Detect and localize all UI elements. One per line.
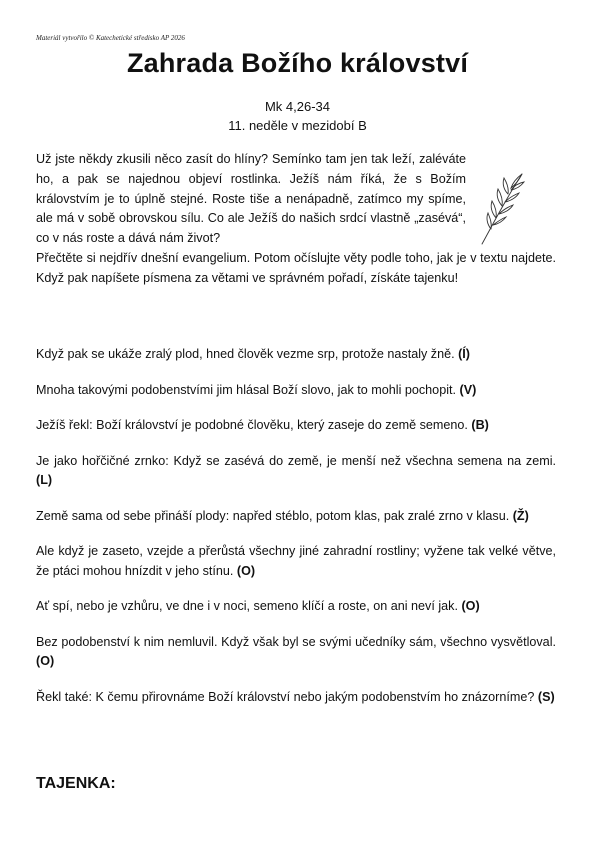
sentence-text: Mnoha takovými podobenstvími jim hlásal Boží slovo, jak to mohli pochopit. [36, 382, 456, 397]
sentence-item [36, 507, 556, 527]
liturgical-sunday: 11. neděle v mezidobí B [228, 118, 367, 133]
sentence-item [36, 345, 556, 365]
instructions-paragraph: Přečtěte si nejdřív dnešní evangelium. Potom očíslujte věty podle toho, jak je v textu najdete. Když pak napíšete písmena za větami ve správném pořadí, získáte tajenku! [36, 250, 556, 285]
sentence-item [36, 633, 556, 672]
sentence-text: Bez podobenství k nim nemluvil. Když však byl se svými učedníky sám, všechno vysvětloval. [36, 634, 556, 649]
sentence-letter: (B) [471, 418, 489, 432]
sentence-text: Ježíš řekl: Boží království je podobné člověku, který zaseje do země semeno. [36, 418, 468, 432]
intro-paragraph: Už jste někdy zkusili něco zasít do hlíny? Semínko tam jen tak leží, zaléváte ho, a pak se najednou objeví rostlinka. Ježíš nám říká, že s Božím královstvím je to úplně stejné. Roste tiše a nenápadně, zatímco my spíme, ale má v sobě obrovskou sílu. Co ale Ježíš do našich srdcí vlastně „zasévá“, co v nás roste a dává nám život? [36, 152, 466, 246]
sentence-text: Ale když je zaseto, vzejde a přerůstá všechny jiné zahradní rostliny; vyžene tak velké větve, že ptáci mohou hnízdit v jeho stínu. [36, 544, 556, 578]
sentence-letter: (O) [36, 654, 55, 668]
sentence-item [36, 542, 556, 581]
wheat-leaf-icon [478, 168, 528, 246]
sentence-letter: (S) [537, 689, 555, 704]
sentence-text: Země sama od sebe přináší plody: napřed stéblo, potom klas, pak zralé zrno v klasu. [36, 508, 510, 523]
sentence-text: Ať spí, nebo je vzhůru, ve dne i v noci, semeno klíčí a roste, on ani neví jak. [36, 599, 458, 613]
sentence-list [36, 345, 556, 723]
sentence-item [36, 416, 556, 436]
sentence-letter: (Ž) [512, 508, 529, 523]
page-title: Zahrada Božího království [126, 48, 469, 78]
sentence-text: Je jako hořčičné zrnko: Když se zasévá do země, je menší než všechna semena na zemi. [36, 453, 556, 468]
sentence-item [36, 688, 556, 708]
sentence-item [36, 381, 556, 401]
sentence-letter: (O) [461, 599, 480, 613]
answer-label: TAJENKA: [36, 775, 116, 792]
sentence-text: Když pak se ukáže zralý plod, hned člověk vezme srp, protože nastaly žně. [36, 347, 455, 361]
credit-line: Materiál vytvořilo © Katechetické středisko AP 2026 [36, 34, 185, 42]
sentence-item [36, 597, 556, 617]
sentence-item [36, 452, 556, 491]
sentence-text: Řekl také: K čemu přirovnáme Boží království nebo jakým podobenstvím ho znázorníme? [36, 689, 535, 704]
sentence-letter: (Í) [458, 347, 470, 361]
sentence-letter: (O) [236, 563, 256, 578]
sentence-letter: (V) [459, 382, 477, 397]
sentence-letter: (L) [36, 473, 53, 487]
bible-reference: Mk 4,26-34 [264, 99, 331, 114]
